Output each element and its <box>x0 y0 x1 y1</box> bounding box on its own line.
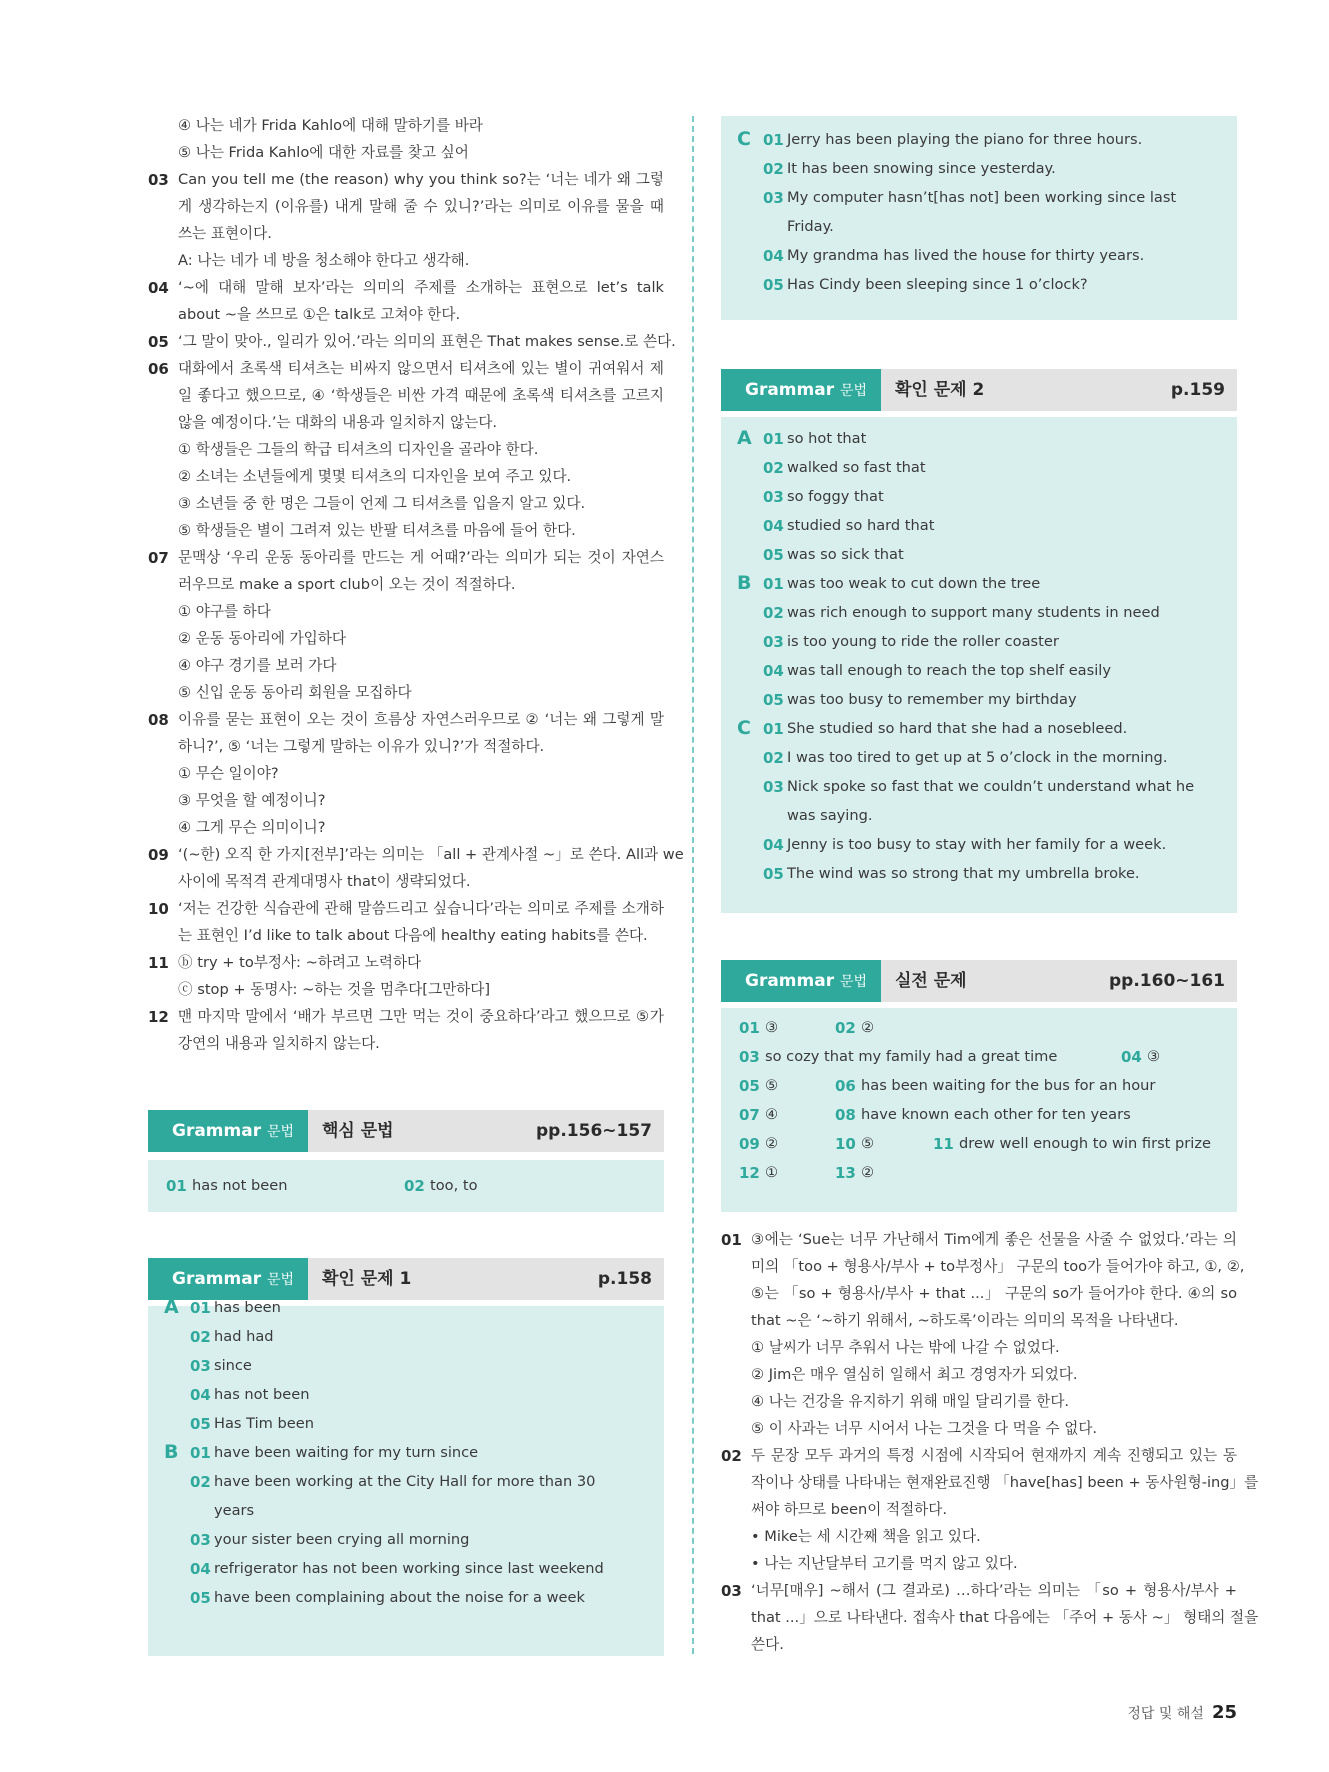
check1-header <box>148 1258 664 1300</box>
answer-number: 01 <box>763 131 784 149</box>
line-text: ⑤ 신입 운동 동아리 회원을 모집하다 <box>178 684 412 701</box>
answer-number: 13 <box>835 1164 856 1182</box>
page-reference: p.159 <box>1170 380 1225 400</box>
check2-header <box>721 369 1237 411</box>
page-reference: pp.156~157 <box>535 1121 652 1141</box>
line-text: 하니?’, ⑤ ‘너는 그렇게 말하는 이유가 있니?’가 적절하다. <box>178 738 545 755</box>
answer-number: 05 <box>763 691 784 709</box>
answer-text: ② <box>765 1135 779 1152</box>
answer-text: was tall enough to reach the top shelf easily <box>787 662 1111 679</box>
answer-text: have been complaining about the noise for a week <box>214 1589 585 1606</box>
answer-number: 02 <box>404 1177 425 1195</box>
line-text: 사이에 목적격 관계대명사 that이 생략되었다. <box>178 873 471 890</box>
answer-number: 05 <box>190 1415 211 1433</box>
grammar-tag: Grammar 문법 <box>721 960 881 1002</box>
answer-number: 01 <box>763 720 784 738</box>
section-letter: C <box>737 128 751 150</box>
line-text: 두 문장 모두 과거의 특정 시점에 시작되어 현재까지 계속 진행되고 있는 동 <box>751 1447 1237 1464</box>
line-text: 미의 「too + 형용사/부사 + to부정사」 구문의 too가 들어가야 하고, ①, ②, <box>751 1258 1245 1275</box>
line-text: 쓴다. <box>751 1636 784 1653</box>
line-text: ① 학생들은 그들의 학급 티셔츠의 디자인을 골라야 한다. <box>178 441 539 458</box>
answer-text: walked so fast that <box>787 459 926 476</box>
answer-number: 04 <box>190 1386 211 1404</box>
answer-number: 01 <box>190 1299 211 1317</box>
line-text: • Mike는 세 시간째 책을 읽고 있다. <box>751 1528 981 1545</box>
line-text: ⑤ 나는 Frida Kahlo에 대한 자료를 찾고 싶어 <box>178 144 469 161</box>
line-text: ‘그 말이 맞아., 일리가 있어.’라는 의미의 표현은 That makes sense.로 쓴다. <box>178 333 676 350</box>
answer-text: was saying. <box>787 807 873 824</box>
line-text: 문맥상 ‘우리 운동 동아리를 만드는 게 어때?’라는 의미가 되는 것이 자연스 <box>178 549 664 566</box>
answer-text: It has been snowing since yesterday. <box>787 160 1056 177</box>
answer-number: 02 <box>763 459 784 477</box>
answer-text: has not been <box>192 1177 288 1194</box>
answer-number: 03 <box>739 1048 760 1066</box>
answer-number: 06 <box>835 1077 856 1095</box>
item-number: 04 <box>148 279 169 297</box>
section-letter: C <box>737 717 751 739</box>
answer-text: ⑤ <box>861 1135 875 1152</box>
page-footer <box>1127 1702 1237 1723</box>
answer-number: 03 <box>763 488 784 506</box>
item-number: 09 <box>148 846 169 864</box>
line-text: ① 날씨가 너무 추워서 나는 밖에 나갈 수 없었다. <box>751 1339 1060 1356</box>
answer-number: 02 <box>190 1473 211 1491</box>
core-grammar-answers <box>148 1160 664 1212</box>
grammar-tag: Grammar 문법 <box>148 1110 308 1152</box>
line-text: ⓑ try + to부정사: ~하려고 노력하다 <box>178 954 422 971</box>
line-text: 러우므로 make a sport club이 오는 것이 적절하다. <box>178 576 516 593</box>
line-text: ② 소녀는 소년들에게 몇몇 티셔츠의 디자인을 보여 주고 있다. <box>178 468 572 485</box>
item-number: 08 <box>148 711 169 729</box>
column-divider <box>692 116 694 1654</box>
page-reference: pp.160~161 <box>1108 971 1225 991</box>
line-text: ④ 나는 건강을 유지하기 위해 매일 달리기를 한다. <box>751 1393 1070 1410</box>
grammar-tag: Grammar 문법 <box>148 1258 308 1300</box>
item-number: 11 <box>148 954 169 972</box>
section-letter: B <box>164 1441 179 1463</box>
answer-text: studied so hard that <box>787 517 935 534</box>
answer-number: 10 <box>835 1135 856 1153</box>
section-title: 확인 문제 1 <box>322 1269 412 1289</box>
answer-number: 02 <box>190 1328 211 1346</box>
core-grammar-header <box>148 1110 664 1152</box>
line-text: 않을 예정이다.’는 대화의 내용과 일치하지 않는다. <box>178 414 498 431</box>
answer-number: 11 <box>933 1135 954 1153</box>
answer-number: 12 <box>739 1164 760 1182</box>
answer-number: 05 <box>190 1589 211 1607</box>
line-text: ③에는 ‘Sue는 너무 가난해서 Tim에게 좋은 선물을 사줄 수 없었다.’라는 의 <box>751 1231 1237 1248</box>
line-text: ② Jim은 매우 열심히 일해서 최고 경영자가 되었다. <box>751 1366 1078 1383</box>
line-text: 는 표현인 I’d like to talk about 다음에 healthy eating habits를 쓴다. <box>178 927 648 944</box>
answer-text: has not been <box>214 1386 310 1403</box>
answer-text: has been waiting for the bus for an hour <box>861 1077 1156 1094</box>
section-letter: A <box>737 427 752 449</box>
answer-number: 04 <box>1121 1048 1142 1066</box>
answer-text: was too weak to cut down the tree <box>787 575 1041 592</box>
practice-header <box>721 960 1237 1002</box>
line-text: ⓒ stop + 동명사: ~하는 것을 멈추다[그만하다] <box>178 981 491 998</box>
answer-number: 05 <box>763 276 784 294</box>
answer-text: have been working at the City Hall for more than 30 <box>214 1473 596 1490</box>
answer-number: 04 <box>763 517 784 535</box>
answer-number: 02 <box>763 749 784 767</box>
line-text: ① 무슨 일이야? <box>178 765 279 782</box>
page-number: 25 <box>1211 1702 1237 1723</box>
line-text: ‘너무[매우] ~해서 (그 결과로) …하다’라는 의미는 「so + 형용사/부사 + <box>751 1582 1237 1599</box>
section-title: 핵심 문법 <box>322 1121 394 1141</box>
answer-text: My grandma has lived the house for thirty years. <box>787 247 1145 264</box>
answer-text: was so sick that <box>787 546 904 563</box>
item-number: 02 <box>721 1447 742 1465</box>
answer-text: your sister been crying all morning <box>214 1531 470 1548</box>
line-text: ③ 무엇을 할 예정이니? <box>178 792 326 809</box>
answer-text: ⑤ <box>765 1077 779 1094</box>
answer-text: ② <box>861 1164 875 1181</box>
answer-number: 03 <box>190 1531 211 1549</box>
line-text: ④ 나는 네가 Frida Kahlo에 대해 말하기를 바라 <box>178 117 483 134</box>
answer-number: 01 <box>739 1019 760 1037</box>
answer-text: ④ <box>765 1106 779 1123</box>
answer-text: My computer hasn’t[has not] been working since last <box>787 189 1177 206</box>
answer-number: 02 <box>835 1019 856 1037</box>
line-text: • 나는 지난달부터 고기를 먹지 않고 있다. <box>751 1555 1018 1572</box>
answer-number: 03 <box>763 778 784 796</box>
item-number: 07 <box>148 549 169 567</box>
answer-text: drew well enough to win first prize <box>959 1135 1211 1152</box>
answer-number: 04 <box>763 836 784 854</box>
answer-number: 04 <box>763 247 784 265</box>
answer-text: so cozy that my family had a great time <box>765 1048 1058 1065</box>
line-text: 작이나 상태를 나타내는 현재완료진행 「have[has] been + 동사원형-ing」를 <box>751 1474 1259 1491</box>
section-title: 확인 문제 2 <box>895 380 985 400</box>
answer-text: refrigerator has not been working since last weekend <box>214 1560 604 1577</box>
item-number: 01 <box>721 1231 742 1249</box>
answer-number: 03 <box>763 633 784 651</box>
answer-text: so hot that <box>787 430 867 447</box>
answer-text: has been <box>214 1299 281 1316</box>
answer-text: She studied so hard that she had a nosebleed. <box>787 720 1128 737</box>
line-text: ⑤는 「so + 형용사/부사 + that ...」 구문의 so가 들어가야 한다. ④의 so <box>751 1285 1237 1302</box>
line-text: ① 야구를 하다 <box>178 603 271 620</box>
answer-text: I was too tired to get up at 5 o’clock in the morning. <box>787 749 1168 766</box>
answer-number: 09 <box>739 1135 760 1153</box>
line-text: 맨 마지막 말에서 ‘배가 부르면 그만 먹는 것이 중요하다’라고 했으므로 ⑤가 <box>178 1008 664 1025</box>
line-text: ⑤ 학생들은 별이 그려져 있는 반팔 티셔츠를 마음에 들어 한다. <box>178 522 576 539</box>
answer-text: The wind was so strong that my umbrella broke. <box>787 865 1140 882</box>
item-number: 10 <box>148 900 169 918</box>
grammar-tag: Grammar 문법 <box>721 369 881 411</box>
line-text: that ~은 ‘~하기 위해서, ~하도록’이라는 의미의 목적을 나타낸다. <box>751 1312 1179 1329</box>
footer-label: 정답 및 해설 <box>1127 1706 1204 1722</box>
line-text: ‘(~한) 오직 한 가지[전부]’라는 의미는 「all + 관계사절 ~」로 쓴다. All과 we <box>178 846 684 863</box>
line-text: Can you tell me (the reason) why you think so?는 ‘너는 네가 왜 그렇 <box>178 171 664 188</box>
answer-text: Has Tim been <box>214 1415 315 1432</box>
item-number: 12 <box>148 1008 169 1026</box>
answer-text: Has Cindy been sleeping since 1 o’clock? <box>787 276 1088 293</box>
line-text: ③ 소년들 중 한 명은 그들이 언제 그 티셔츠를 입을지 알고 있다. <box>178 495 586 512</box>
line-text: ④ 그게 무슨 의미이니? <box>178 819 326 836</box>
line-text: ‘저는 건강한 식습관에 관해 말씀드리고 싶습니다’라는 의미로 주제를 소개하 <box>178 900 664 917</box>
item-number: 03 <box>721 1582 742 1600</box>
answer-number: 01 <box>763 430 784 448</box>
answer-text: ③ <box>1147 1048 1161 1065</box>
answer-number: 02 <box>763 160 784 178</box>
line-text: ⑤ 이 사과는 너무 시어서 나는 그것을 다 먹을 수 없다. <box>751 1420 1098 1437</box>
answer-text: ② <box>861 1019 875 1036</box>
answer-number: 01 <box>190 1444 211 1462</box>
answer-text: Jenny is too busy to stay with her family for a week. <box>787 836 1167 853</box>
section-title: 실전 문제 <box>895 971 967 991</box>
answer-text: Jerry has been playing the piano for three hours. <box>787 131 1143 148</box>
line-text: 대화에서 초록색 티셔츠는 비싸지 않으면서 티셔츠에 있는 별이 귀여워서 제 <box>178 360 664 377</box>
line-text: ② 운동 동아리에 가입하다 <box>178 630 346 647</box>
line-text: ‘~에 대해 말해 보자’라는 의미의 주제를 소개하는 표현으로 let’s talk <box>178 279 664 296</box>
line-text: 이유를 묻는 표현이 오는 것이 흐름상 자연스러우므로 ② ‘너는 왜 그렇게 말 <box>178 711 664 728</box>
answer-text: was rich enough to support many students in need <box>787 604 1160 621</box>
line-text: A: 나는 네가 네 방을 청소해야 한다고 생각해. <box>178 252 470 269</box>
answer-number: 01 <box>763 575 784 593</box>
answer-number: 01 <box>166 1177 187 1195</box>
answer-number: 04 <box>763 662 784 680</box>
answer-text: since <box>214 1357 252 1374</box>
item-number: 03 <box>148 171 169 189</box>
answer-text: so foggy that <box>787 488 884 505</box>
answer-number: 05 <box>763 546 784 564</box>
section-letter: B <box>737 572 752 594</box>
page-reference: p.158 <box>597 1269 652 1289</box>
answer-number: 04 <box>190 1560 211 1578</box>
line-text: ④ 야구 경기를 보러 가다 <box>178 657 337 674</box>
answer-text: Nick spoke so fast that we couldn’t understand what he <box>787 778 1195 795</box>
answer-number: 07 <box>739 1106 760 1124</box>
item-number: 06 <box>148 360 169 378</box>
answer-text: is too young to ride the roller coaster <box>787 633 1059 650</box>
answer-number: 02 <box>763 604 784 622</box>
answer-number: 08 <box>835 1106 856 1124</box>
answer-number: 05 <box>763 865 784 883</box>
answer-text: have been waiting for my turn since <box>214 1444 479 1461</box>
answer-number: 03 <box>190 1357 211 1375</box>
line-text: about ~을 쓰므로 ①은 talk로 고쳐야 한다. <box>178 306 461 323</box>
answer-text: have known each other for ten years <box>861 1106 1131 1123</box>
line-text: 게 생각하는지 (이유를) 내게 말해 줄 수 있니?’라는 의미로 이유를 물을 때 <box>178 198 664 215</box>
answer-text: years <box>214 1502 255 1519</box>
answer-number: 03 <box>763 189 784 207</box>
line-text: 일 좋다고 했으므로, ④ ‘학생들은 비싼 가격 때문에 초록색 티셔츠를 고르지 <box>178 387 664 404</box>
answer-text: ③ <box>765 1019 779 1036</box>
line-text: 강연의 내용과 일치하지 않는다. <box>178 1035 380 1052</box>
answer-text: Friday. <box>787 218 834 235</box>
item-number: 05 <box>148 333 169 351</box>
line-text: 쓰는 표현이다. <box>178 225 272 242</box>
answer-text: was too busy to remember my birthday <box>787 691 1077 708</box>
answer-text: had had <box>214 1328 274 1345</box>
line-text: 써야 하므로 been이 적절하다. <box>751 1501 948 1518</box>
answer-text: ① <box>765 1164 779 1181</box>
line-text: that ...」으로 나타낸다. 접속사 that 다음에는 「주어 + 동사 ~」 형태의 절을 <box>751 1609 1259 1626</box>
answer-number: 05 <box>739 1077 760 1095</box>
section-letter: A <box>164 1296 179 1318</box>
answer-text: too, to <box>430 1177 478 1194</box>
